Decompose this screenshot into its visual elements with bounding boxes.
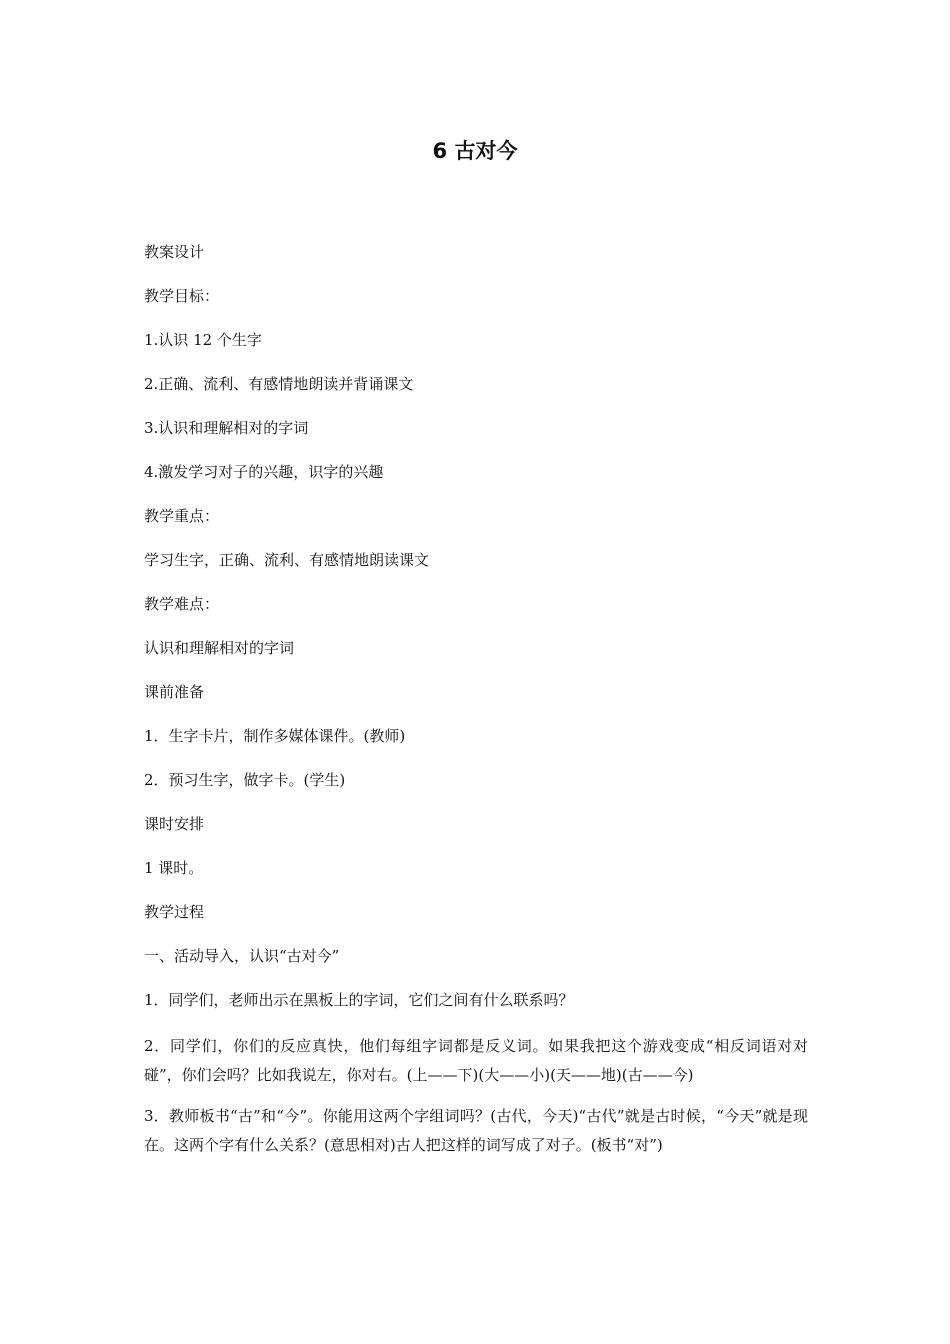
document-title: 6 古对今 bbox=[432, 139, 518, 163]
paragraph-schedule: 1 课时。 bbox=[144, 859, 204, 877]
paragraph-preparation-2: 2．预习生字，做字卡。(学生) bbox=[144, 771, 346, 789]
paragraph-difficulties: 认识和理解相对的字词 bbox=[144, 639, 295, 657]
paragraph-schedule-heading: 课时安排 bbox=[144, 815, 205, 833]
paragraph-step-1: 1．同学们，老师出示在黑板上的字词，它们之间有什么联系吗？ bbox=[144, 991, 574, 1009]
paragraph-process-heading: 教学过程 bbox=[144, 903, 205, 921]
paragraph-goal-4: 4.激发学习对子的兴趣，识字的兴趣 bbox=[144, 463, 384, 481]
paragraph-goal-1: 1.认识 12 个生字 bbox=[144, 331, 262, 349]
paragraph-difficulties-heading: 教学难点： bbox=[144, 595, 220, 613]
paragraph-goal-3: 3.认识和理解相对的字词 bbox=[144, 419, 309, 437]
paragraph-step-2: 2．同学们，你们的反应真快，他们每组字词都是反义词。如果我把这个游戏变成“相反词语对对碰”，你们会吗？比如我说左，你对右。(上——下)(大——小)(天——地)(古——今) bbox=[144, 1037, 808, 1084]
paragraph-section-1-heading: 一、活动导入，认识“古对今” bbox=[144, 947, 340, 965]
paragraph-step-3: 3．教师板书“古”和“今”。你能用这两个字组词吗？(古代，今天)“古代”就是古时候，“今天”就是现在。这两个字有什么关系？(意思相对)古人把这样的词写成了对子。(板书“对”) bbox=[144, 1107, 808, 1154]
paragraph-preparation-1: 1．生字卡片，制作多媒体课件。(教师) bbox=[144, 727, 406, 745]
document-body bbox=[144, 240, 808, 1172]
paragraph-preparation-heading: 课前准备 bbox=[144, 683, 205, 701]
paragraph-lesson-design: 教案设计 bbox=[144, 243, 205, 261]
paragraph-goal-2: 2.正确、流利、有感情地朗读并背诵课文 bbox=[144, 375, 414, 393]
paragraph-teaching-goals-heading: 教学目标： bbox=[144, 287, 220, 305]
paragraph-key-points-heading: 教学重点： bbox=[144, 507, 220, 525]
paragraph-key-points: 学习生字，正确、流利、有感情地朗读课文 bbox=[144, 551, 430, 569]
